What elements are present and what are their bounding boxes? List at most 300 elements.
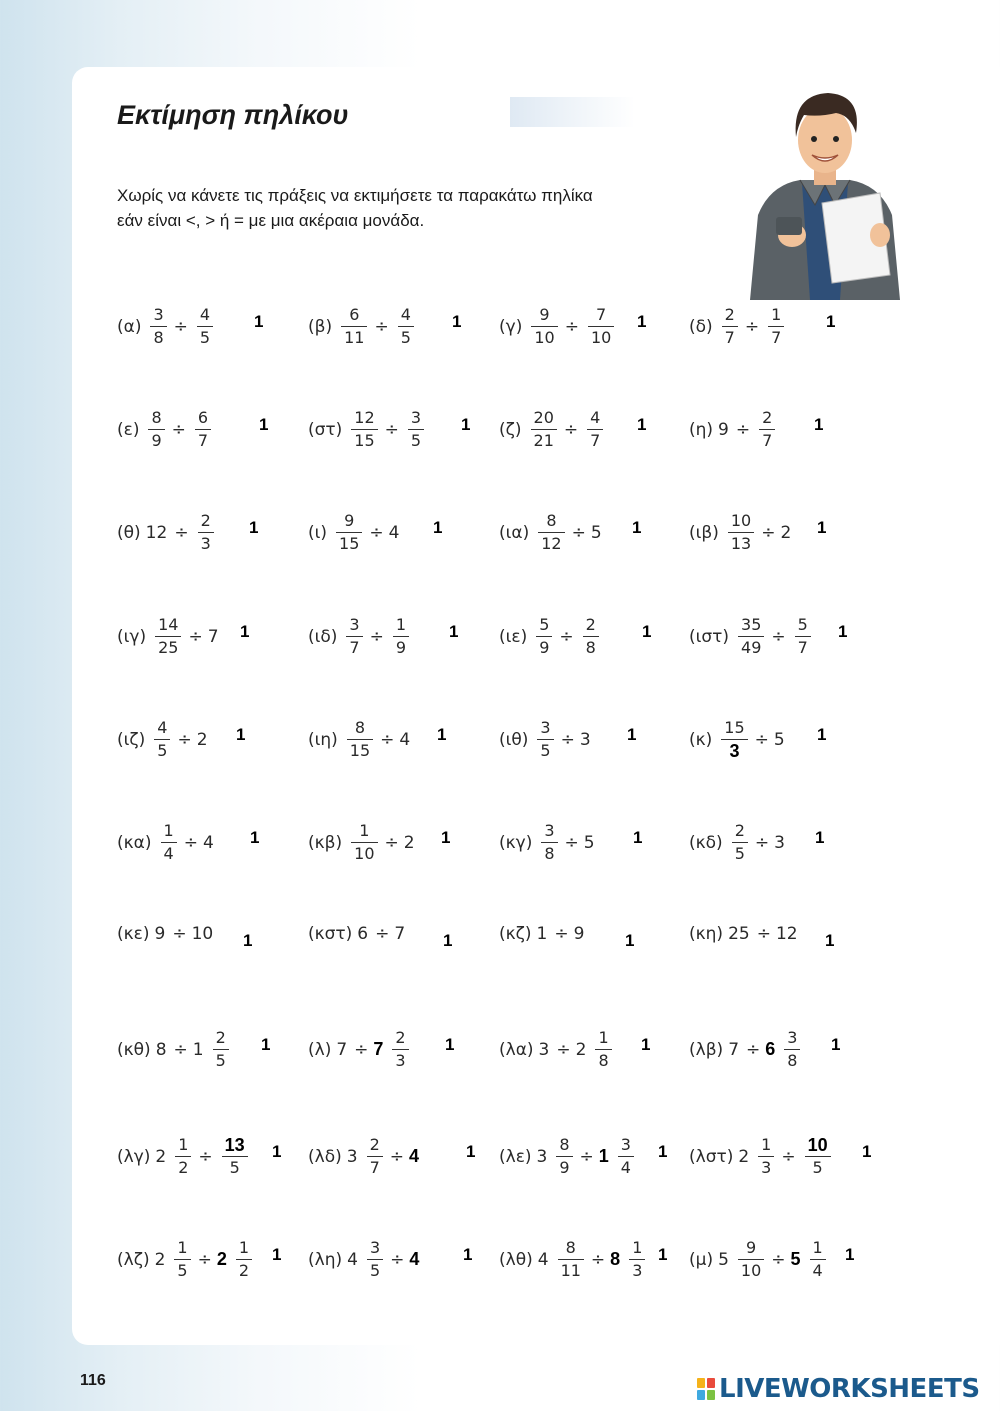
division-sign: ÷ (746, 1039, 761, 1060)
whole-number: 4 (537, 1249, 549, 1270)
exercise-item (689, 408, 780, 451)
fraction-bar (197, 326, 213, 327)
logo-square-red (707, 1378, 715, 1388)
whole-number: 3 (774, 832, 785, 853)
exercise-item (689, 615, 816, 658)
exercise-item (308, 305, 419, 348)
fraction (583, 615, 599, 658)
fraction-bar (174, 1259, 190, 1260)
exercise-label: (στ) (308, 419, 343, 440)
comparison-one: 1 (272, 1245, 282, 1264)
fraction-numerator: 14 (158, 615, 179, 634)
exercise-item (308, 1028, 414, 1071)
exercise-item (499, 821, 600, 864)
division-sign: ÷ (172, 924, 187, 944)
fraction-bar (595, 1049, 611, 1050)
exercise-item (499, 511, 607, 554)
fraction-bar (155, 636, 181, 637)
fraction-bar (738, 636, 764, 637)
fraction-denominator: 3 (395, 1051, 406, 1070)
division-sign: ÷ (380, 729, 395, 750)
comparison-one: 1 (838, 622, 848, 641)
fraction (174, 1238, 190, 1281)
exercise-label: (κστ) (308, 924, 353, 944)
fraction-denominator: 5 (199, 328, 211, 347)
fraction-denominator: 5 (157, 741, 168, 760)
fraction-bar (629, 1259, 645, 1260)
comparison-one: 1 (452, 312, 462, 331)
fraction-denominator: 9 (559, 1158, 570, 1177)
fraction (346, 615, 362, 658)
logo-text: LIVEWORKSHEETS (719, 1374, 980, 1404)
whole-number: 10 (191, 924, 214, 944)
fraction-denominator: 2 (238, 1261, 250, 1280)
fraction-numerator: 9 (539, 305, 550, 324)
exercise-item (308, 615, 414, 658)
fraction (393, 615, 409, 658)
fraction-denominator: 5 (812, 1158, 823, 1177)
comparison-one: 1 (272, 1142, 282, 1161)
fraction-denominator: 10 (590, 328, 612, 347)
exercise-label: (γ) (499, 316, 523, 337)
whole-number: 2 (154, 1249, 166, 1270)
fraction-bar (236, 1259, 252, 1260)
fraction-denominator: 8 (544, 844, 555, 863)
page-number: 116 (80, 1372, 106, 1389)
division-sign: ÷ (390, 1249, 405, 1270)
exercise-item (117, 408, 216, 451)
comparison-one: 1 (658, 1245, 668, 1264)
fraction-denominator: 15 (354, 431, 375, 450)
fraction-bar (556, 1156, 572, 1157)
fraction (341, 305, 367, 348)
exercise-item (689, 924, 803, 944)
whole-number: 4 (399, 729, 411, 750)
fraction-numerator: 4 (199, 305, 211, 324)
exercise-item (689, 1028, 805, 1071)
whole-number: 5 (718, 1249, 729, 1270)
fraction (768, 305, 784, 348)
exercise-item (689, 1135, 836, 1178)
comparison-one: 1 (249, 518, 259, 537)
whole-number: 2 (780, 522, 792, 543)
fraction (721, 718, 747, 761)
exercise-label: (ιδ) (308, 626, 338, 647)
fraction (148, 408, 164, 451)
exercise-item (117, 1238, 257, 1281)
fraction-bar (768, 326, 784, 327)
fraction-bar (213, 1049, 229, 1050)
fraction (175, 1135, 191, 1178)
title-decoration (510, 97, 635, 127)
fraction (536, 615, 552, 658)
division-sign: ÷ (579, 1146, 594, 1167)
fraction-denominator: 7 (771, 328, 782, 347)
comparison-one: 1 (817, 725, 827, 744)
division-sign: ÷ (571, 522, 586, 543)
fraction-numerator: 8 (546, 511, 557, 530)
comparison-one: 1 (627, 725, 637, 744)
comparison-one: 1 (815, 828, 825, 847)
student-illustration-icon (740, 85, 910, 300)
fraction-denominator: 7 (724, 328, 735, 347)
comparison-one: 1 (466, 1142, 476, 1161)
fraction (541, 821, 557, 864)
fraction (805, 1135, 831, 1178)
fraction-bar (618, 1156, 634, 1157)
whole-number: 6 (357, 924, 369, 944)
exercise-label: (κ) (689, 729, 713, 750)
fraction-numerator: 10 (807, 1135, 828, 1155)
fraction-denominator: 5 (410, 431, 422, 450)
fraction-numerator: 1 (177, 1238, 188, 1257)
liveworksheets-logo-icon (697, 1378, 715, 1400)
exercise-item (308, 511, 404, 554)
whole-number: 2 (738, 1146, 750, 1167)
exercise-label: (ιζ) (117, 729, 146, 750)
exercise-label: (ιγ) (117, 626, 147, 647)
fraction (236, 1238, 252, 1281)
fraction-numerator: 1 (238, 1238, 250, 1257)
exercise-item (308, 1238, 424, 1281)
exercise-label: (κδ) (689, 832, 723, 853)
exercise-item (499, 1028, 617, 1071)
fraction-denominator: 4 (163, 844, 174, 863)
fraction-denominator: 7 (369, 1158, 380, 1177)
division-sign: ÷ (564, 316, 579, 337)
whole-number: 25 (728, 924, 750, 944)
fraction-numerator: 3 (540, 718, 551, 737)
fraction-denominator: 12 (541, 534, 562, 553)
fraction-numerator: 9 (344, 511, 355, 530)
fraction-bar (759, 429, 775, 430)
exercise-label: (ιε) (499, 626, 528, 647)
fraction (398, 305, 414, 348)
division-sign: ÷ (369, 522, 384, 543)
fraction (347, 718, 373, 761)
division-sign: ÷ (590, 1249, 606, 1270)
whole-number: 3 (538, 1039, 550, 1060)
fraction-denominator: 10 (534, 328, 555, 347)
fraction-numerator: 6 (349, 305, 360, 324)
fraction-denominator: 10 (740, 1261, 762, 1280)
fraction-bar (346, 636, 362, 637)
fraction-numerator: 2 (200, 511, 211, 530)
exercise-item (499, 1135, 639, 1178)
fraction (784, 1028, 800, 1071)
exercise-label: (ιστ) (689, 626, 730, 647)
fraction-bar (341, 326, 367, 327)
fraction-denominator: 49 (741, 638, 762, 657)
exercise-label: (η) (689, 419, 714, 440)
exercise-label: (θ) (117, 522, 141, 543)
whole-number: 2 (575, 1039, 587, 1060)
fraction (531, 408, 557, 451)
fraction-numerator: 4 (590, 408, 601, 427)
fraction (556, 1135, 572, 1178)
fraction-numerator: 20 (533, 408, 554, 427)
fraction-denominator: 10 (354, 844, 375, 863)
division-sign: ÷ (560, 729, 575, 750)
fraction-bar (583, 636, 599, 637)
fraction-denominator: 8 (598, 1051, 609, 1070)
whole-number: 4 (409, 1146, 420, 1166)
exercise-label: (ιη) (308, 729, 338, 750)
fraction-numerator: 9 (746, 1238, 757, 1257)
whole-number: 7 (394, 924, 406, 944)
whole-number: 7 (336, 1039, 348, 1060)
fraction-numerator: 1 (163, 821, 174, 840)
fraction (795, 615, 811, 658)
fraction (154, 718, 170, 761)
exercise-item (117, 924, 218, 944)
fraction-numerator: 1 (761, 1135, 772, 1154)
fraction-denominator: 5 (177, 1261, 188, 1280)
exercise-item (117, 1135, 253, 1178)
division-sign: ÷ (754, 729, 769, 750)
fraction-numerator: 1 (771, 305, 782, 324)
fraction-numerator: 35 (741, 615, 762, 634)
fraction (558, 1238, 584, 1281)
fraction-bar (392, 1049, 408, 1050)
fraction-bar (795, 636, 811, 637)
comparison-one: 1 (441, 828, 451, 847)
comparison-one: 1 (433, 518, 443, 537)
comparison-one: 1 (449, 622, 459, 641)
fraction-bar (347, 739, 373, 740)
fraction-bar (758, 1156, 774, 1157)
whole-number: 3 (536, 1146, 548, 1167)
whole-number: 12 (145, 522, 168, 543)
exercise-item (499, 718, 596, 761)
logo-square-blue (697, 1390, 705, 1400)
whole-number: 4 (347, 1249, 358, 1270)
fraction-bar (722, 326, 738, 327)
whole-number: 5 (590, 522, 602, 543)
fraction (408, 408, 424, 451)
fraction-denominator: 4 (812, 1261, 823, 1280)
exercise-label: (λδ) (308, 1146, 342, 1167)
exercise-label: (λα) (499, 1039, 534, 1060)
fraction-numerator: 1 (178, 1135, 189, 1154)
comparison-one: 1 (243, 931, 253, 950)
whole-number: 9 (718, 419, 729, 440)
exercise-label: (κη) (689, 924, 724, 944)
fraction-denominator: 11 (344, 328, 365, 347)
fraction-numerator: 3 (620, 1135, 631, 1154)
fraction-bar (222, 1156, 248, 1157)
fraction-bar (154, 739, 170, 740)
exercise-label: (λη) (308, 1249, 343, 1270)
comparison-one: 1 (437, 725, 447, 744)
whole-number: 7 (373, 1039, 384, 1059)
fraction-denominator: 9 (395, 638, 407, 657)
fraction-denominator: 7 (197, 431, 209, 450)
fraction (618, 1135, 634, 1178)
fraction (150, 305, 166, 348)
comparison-one: 1 (443, 931, 453, 950)
whole-number: 2 (403, 832, 415, 853)
fraction (738, 1238, 764, 1281)
fraction-numerator: 6 (197, 408, 209, 427)
whole-number: 5 (773, 729, 785, 750)
division-sign: ÷ (554, 924, 569, 944)
division-sign: ÷ (173, 316, 188, 337)
page-title: Εκτίμηση πηλίκου (117, 100, 349, 130)
fraction (738, 615, 764, 658)
division-sign: ÷ (781, 1146, 796, 1167)
whole-number: 5 (790, 1249, 801, 1269)
whole-number: 7 (728, 1039, 740, 1060)
comparison-one: 1 (642, 622, 652, 641)
fraction-denominator: 2 (178, 1158, 189, 1177)
whole-number: 2 (196, 729, 208, 750)
exercise-label: (λστ) (689, 1146, 734, 1167)
fraction-bar (588, 326, 614, 327)
exercise-item (689, 821, 790, 864)
logo-square-green (707, 1390, 715, 1400)
fraction-numerator: 4 (157, 718, 168, 737)
exercise-label: (κε) (117, 924, 150, 944)
fraction-denominator: 7 (797, 638, 808, 657)
exercise-item (117, 305, 218, 348)
fraction (728, 511, 754, 554)
fraction-bar (398, 326, 414, 327)
fraction-denominator: 5 (400, 328, 411, 347)
division-sign: ÷ (744, 316, 760, 337)
division-sign: ÷ (771, 626, 786, 647)
fraction-bar (810, 1259, 826, 1260)
fraction-denominator: 8 (153, 328, 164, 347)
exercise-item (308, 821, 420, 864)
comparison-one: 1 (641, 1035, 651, 1054)
whole-number: 4 (388, 522, 400, 543)
exercise-label: (κγ) (499, 832, 533, 853)
fraction-bar (805, 1156, 831, 1157)
instructions-line-2: εάν είναι <, > ή = με μια ακέραια μονάδα. (117, 211, 425, 230)
liveworksheets-logo (697, 1374, 980, 1404)
fraction-denominator: 9 (539, 638, 550, 657)
fraction-bar (537, 739, 553, 740)
division-sign: ÷ (354, 1039, 369, 1060)
whole-number: 1 (598, 1146, 609, 1166)
fraction-numerator: 1 (812, 1238, 823, 1257)
fraction-bar (195, 429, 211, 430)
comparison-one: 1 (254, 312, 264, 331)
fraction-numerator: 3 (153, 305, 164, 324)
division-sign: ÷ (197, 1249, 212, 1270)
exercise-label: (λθ) (499, 1249, 533, 1270)
comparison-one: 1 (463, 1245, 473, 1264)
exercise-label: (ιθ) (499, 729, 529, 750)
fraction-denominator: 5 (215, 1051, 226, 1070)
fraction-numerator: 8 (354, 718, 366, 737)
comparison-one: 1 (831, 1035, 841, 1054)
fraction-numerator: 13 (224, 1135, 245, 1155)
fraction-numerator: 3 (410, 408, 422, 427)
fraction (629, 1238, 645, 1281)
fraction (758, 1135, 774, 1178)
fraction-denominator: 5 (734, 844, 745, 863)
fraction (587, 408, 603, 451)
comparison-one: 1 (240, 622, 250, 641)
exercise-label: (ι) (308, 522, 328, 543)
exercise-label: (λγ) (117, 1146, 151, 1167)
comparison-one: 1 (261, 1035, 271, 1054)
exercise-label: (α) (117, 316, 142, 337)
whole-number: 4 (409, 1249, 420, 1269)
fraction-denominator: 5 (229, 1158, 240, 1177)
fraction-bar (367, 1259, 383, 1260)
exercise-label: (β) (308, 316, 333, 337)
comparison-one: 1 (461, 415, 471, 434)
fraction-numerator: 4 (400, 305, 411, 324)
division-sign: ÷ (556, 1039, 571, 1060)
whole-number: 9 (154, 924, 166, 944)
exercise-label: (κζ) (499, 924, 532, 944)
fraction-denominator: 9 (151, 431, 162, 450)
fraction-numerator: 1 (598, 1028, 609, 1047)
whole-number: 7 (207, 626, 219, 647)
exercise-item (117, 718, 213, 761)
division-sign: ÷ (171, 419, 186, 440)
fraction-numerator: 5 (539, 615, 550, 634)
fraction-denominator: 7 (349, 638, 360, 657)
fraction-numerator: 2 (369, 1135, 380, 1154)
exercise-label: (λ) (308, 1039, 332, 1060)
exercise-label: (ιβ) (689, 522, 719, 543)
exercise-item (117, 511, 219, 554)
exercise-item (689, 305, 789, 348)
fraction-denominator: 25 (158, 638, 179, 657)
whole-number: 8 (610, 1249, 621, 1269)
division-sign: ÷ (369, 626, 384, 647)
fraction (195, 408, 211, 451)
fraction-numerator: 15 (724, 718, 745, 737)
fraction-denominator: 3 (200, 534, 211, 553)
fraction-numerator: 3 (787, 1028, 798, 1047)
fraction-numerator: 10 (730, 511, 752, 530)
fraction-denominator: 5 (369, 1261, 381, 1280)
fraction (161, 821, 177, 864)
comparison-one: 1 (637, 415, 647, 434)
fraction-numerator: 1 (395, 615, 407, 634)
exercise-item (308, 718, 415, 761)
division-sign: ÷ (761, 522, 776, 543)
fraction-denominator: 7 (590, 431, 601, 450)
fraction-bar (351, 429, 377, 430)
fraction-bar (198, 532, 214, 533)
comparison-one: 1 (250, 828, 260, 847)
fraction (213, 1028, 229, 1071)
fraction-numerator: 3 (349, 615, 360, 634)
fraction (531, 305, 557, 348)
fraction (155, 615, 181, 658)
fraction (595, 1028, 611, 1071)
fraction-denominator: 15 (339, 534, 360, 553)
comparison-one: 1 (845, 1245, 855, 1264)
division-sign: ÷ (735, 419, 751, 440)
division-sign: ÷ (174, 522, 189, 543)
fraction-numerator: 2 (762, 408, 773, 427)
fraction-denominator: 3 (632, 1261, 643, 1280)
comparison-one: 1 (633, 828, 643, 847)
comparison-one: 1 (637, 312, 647, 331)
whole-number: 3 (346, 1146, 358, 1167)
exercise-item (308, 924, 410, 944)
fraction-numerator: 1 (359, 821, 370, 840)
comparison-one: 1 (825, 931, 835, 950)
